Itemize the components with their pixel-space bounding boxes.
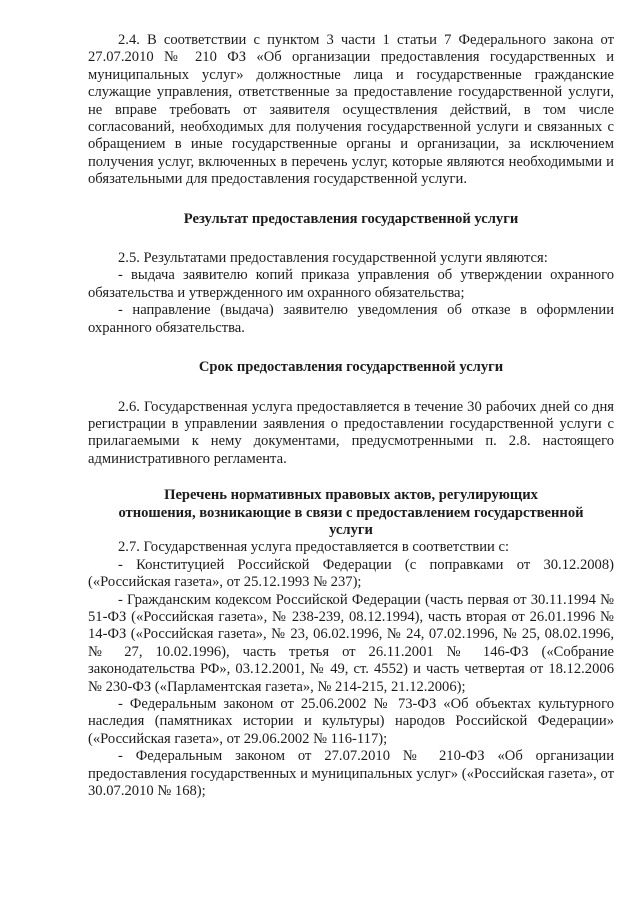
list-item-result-2: - направление (выдача) заявителю уведомления об отказе в оформлении охранного обязательства.	[88, 302, 614, 336]
paragraph-2-4: 2.4. В соответствии с пунктом 3 части 1 статьи 7 Федерального закона от 27.07.2010 № 210 ФЗ «Об организации предоставления государственных и муниципальных услуг» должностные лица и государственные гражданские служащие управления, ответственные за предоставление государственной услуги, не вправе требовать от заявителя осуществления действий, в том числе согласований, необходимых для получения государственной услуги и связанных с обращением в иные государственные органы и организации, за исключением получения услуг, включенных в перечень услуг, которые являются необходимыми и обязательными для предоставления государственной услуги.	[88, 32, 614, 188]
heading-legal-line-3: услуги	[329, 521, 373, 538]
list-item-civil-code: - Гражданским кодексом Российской Федерации (часть первая от 30.11.1994 № 51-ФЗ («Российская газета», № 238-239, 08.12.1994), часть вторая от 26.01.1996 № 14-ФЗ («Российская газета», № 23, 06.02.1996, № 24, 07.02.1996, № 25, 08.02.1996, № 27, 10.02.1996), часть третья от 26.11.2001 № 146-ФЗ («Собрание законодательства РФ», 03.12.2001, № 49, ст. 4552) и часть четвертая от 18.12.2006 № 230-ФЗ («Парламентская газета», № 214-215, 21.12.2006);	[88, 591, 614, 695]
paragraph-2-5-intro: 2.5. Результатами предоставления государственной услуги являются:	[118, 250, 548, 267]
heading-legal-line-2: отношения, возникающие в связи с предоставлением государственной	[118, 504, 584, 521]
list-item-result-1: - выдача заявителю копий приказа управления об утверждении охранного обязательства и утвержденного им охранного обязательства;	[88, 267, 614, 301]
list-item-law-73: - Федеральным законом от 25.06.2002 № 73-ФЗ «Об объектах культурного наследия (памятниках истории и культуры) народов Российской Федерации» («Российская газета», от 29.06.2002 № 116-117);	[88, 696, 614, 747]
list-item-law-210: - Федеральным законом от 27.07.2010 № 210-ФЗ «Об организации предоставления государственных и муниципальных услуг» («Российская газета», от 30.07.2010 № 168);	[88, 748, 614, 800]
list-item-constitution: - Конституцией Российской Федерации (с поправками от 30.12.2008) («Российская газета», от 25.12.1993 № 237);	[88, 556, 614, 591]
paragraph-2-7-intro: 2.7. Государственная услуга предоставляется в соответствии с:	[118, 539, 510, 556]
heading-result: Результат предоставления государственной услуги	[183, 210, 519, 227]
heading-term: Срок предоставления государственной услуги	[198, 359, 504, 376]
paragraph-2-6: 2.6. Государственная услуга предоставляется в течение 30 рабочих дней со дня регистрации в управлении заявления о предоставлении государственной услуги с прилагаемыми к нему документами, предусмотренными п. 2.8. настоящего административного регламента.	[88, 398, 614, 467]
heading-legal-line-1: Перечень нормативных правовых актов, регулирующих	[164, 487, 538, 504]
